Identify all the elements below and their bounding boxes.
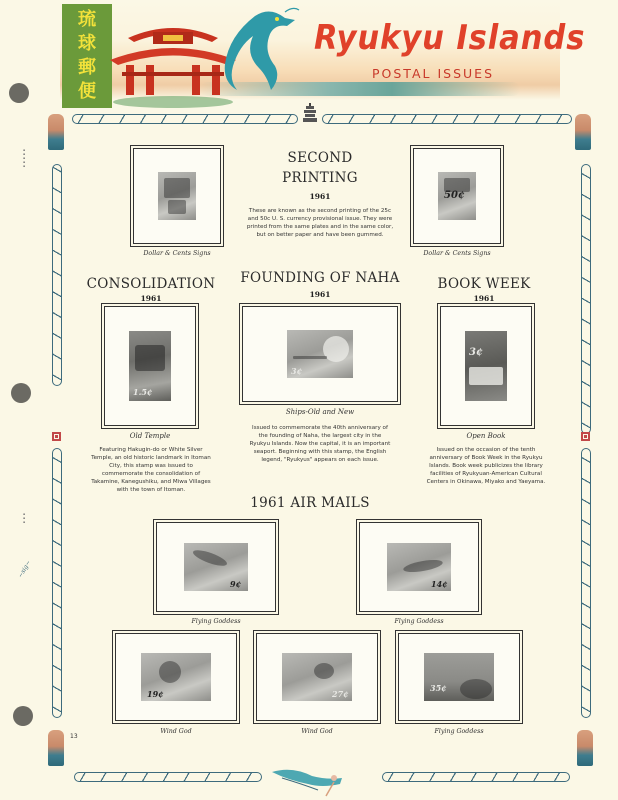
- vertical-title-tag: [62, 4, 112, 108]
- section-year: 1961: [309, 290, 331, 299]
- stamp-caption: Flying Goddess: [434, 728, 484, 735]
- section-year: 1961: [309, 192, 331, 201]
- stamp-image: [387, 543, 451, 591]
- title-char: 郵: [78, 57, 96, 78]
- stamp-caption: Flying Goddess: [394, 618, 444, 625]
- stamp-mount[interactable]: [413, 148, 501, 244]
- artist-signature: ~sig~: [16, 559, 33, 580]
- right-scroll-border-upper: [581, 164, 591, 434]
- binder-hole: [9, 83, 29, 103]
- stamp-image: [158, 172, 196, 220]
- section-description: Issued on the occasion of the tenth anniversary of Book Week in the Ryukyu Islands. Book week publicizes the library facilities of Ryukyuan-American Cultural Centers in Okinawa, Miyako and Yaeyama.: [426, 447, 546, 485]
- top-scroll-border-left: [72, 114, 298, 124]
- stamp-image: [438, 172, 476, 220]
- stamp-value: 1.5¢: [133, 387, 153, 397]
- margin-print-mark: ▪▪▪: [22, 512, 26, 524]
- red-seal-icon: [52, 432, 61, 441]
- binder-hole: [13, 706, 33, 726]
- stamp-mount[interactable]: [242, 306, 398, 402]
- shisa-lion-icon: [48, 114, 64, 150]
- stamp-image: [129, 331, 171, 401]
- red-seal-icon: [581, 432, 590, 441]
- stamp-caption: Old Temple: [129, 432, 171, 440]
- stamp-mount[interactable]: [104, 306, 196, 426]
- flying-goddess-ornament-icon: [272, 762, 352, 798]
- section-year: 1961: [140, 294, 162, 303]
- binder-hole: [11, 383, 31, 403]
- stamp-value: 3¢: [469, 347, 483, 358]
- title-char: 球: [78, 33, 96, 54]
- stamp-caption: Wind God: [160, 728, 192, 735]
- section-description: Featuring Hakugin-do or White Silver Temple, an old historic landmark in Itoman City, this stamp was issued to commemorate the consolidation of Takamine, Kanegushiku, and Miwa Villages with the town of Itoman.: [91, 447, 211, 493]
- stamp-mount[interactable]: [359, 522, 479, 612]
- stamp-value: 27¢: [332, 689, 349, 699]
- right-scroll-border-lower: [581, 448, 591, 718]
- left-scroll-border-lower: [52, 448, 62, 718]
- stamp-image: [465, 331, 507, 401]
- stamp-mount[interactable]: [398, 633, 520, 721]
- stamp-image: [287, 330, 353, 378]
- section-title: SECOND: [287, 150, 353, 166]
- shisa-lion-icon: [577, 730, 593, 766]
- title-char: 便: [78, 81, 96, 102]
- section-description: These are known as the second printing of the 25c and 50c U. S. currency provisional issue. They were printed from the same plates and in the same color, but on better paper and have been gummed.: [246, 208, 394, 238]
- stamp-caption: Open Book: [466, 432, 506, 440]
- stamp-image: [282, 653, 352, 701]
- stamp-caption: Dollar & Cents Signs: [423, 250, 491, 257]
- stamp-caption: Wind God: [301, 728, 333, 735]
- section-title: 1961 AIR MAILS: [250, 495, 370, 511]
- section-description: Issued to commemorate the 40th anniversary of the founding of Naha, the largest city in the Ryukyu Islands. Now the capital, it is an important seaport. Beginning with this stamp, the English legend, "Ryukyus" appears on each issue.: [249, 425, 391, 463]
- stamp-value: 35¢: [430, 683, 447, 693]
- stamp-value: 3¢: [291, 366, 303, 376]
- sea-dragon-icon: [215, 6, 305, 96]
- stamp-mount[interactable]: [133, 148, 221, 244]
- top-scroll-border-right: [322, 114, 572, 124]
- section-title: FOUNDING OF NAHA: [240, 270, 400, 286]
- bottom-scroll-border-left: [74, 772, 262, 782]
- page-subtitle: POSTAL ISSUES: [372, 66, 495, 81]
- stamp-image: [424, 653, 494, 701]
- stamp-mount[interactable]: [156, 522, 276, 612]
- section-year: 1961: [473, 294, 495, 303]
- stamp-value: 19¢: [147, 689, 164, 699]
- stamp-value: 50¢: [444, 190, 465, 201]
- page-number: 13: [70, 733, 78, 740]
- title-char: 琉: [78, 9, 96, 30]
- stamp-caption: Ships-Old and New: [285, 408, 355, 416]
- section-title: CONSOLIDATION: [86, 276, 216, 292]
- stamp-mount[interactable]: [115, 633, 237, 721]
- stamp-caption: Flying Goddess: [191, 618, 241, 625]
- stamp-value: 9¢: [230, 579, 242, 589]
- margin-print-mark: ▪▪▪▪▪: [22, 148, 26, 168]
- shisa-lion-icon: [48, 730, 64, 766]
- stamp-caption: Dollar & Cents Signs: [143, 250, 211, 257]
- page-title: Ryukyu Islands: [314, 18, 586, 58]
- pagoda-icon: [303, 103, 317, 123]
- shisa-lion-icon: [575, 114, 591, 150]
- stamp-mount[interactable]: [256, 633, 378, 721]
- stamp-image: [184, 543, 248, 591]
- bottom-scroll-border-right: [382, 772, 570, 782]
- section-title: PRINTING: [282, 170, 358, 186]
- stamp-value: 14¢: [431, 579, 448, 589]
- stamp-image: [141, 653, 211, 701]
- section-title: BOOK WEEK: [437, 276, 531, 292]
- stamp-mount[interactable]: [440, 306, 532, 426]
- left-scroll-border-upper: [52, 164, 62, 386]
